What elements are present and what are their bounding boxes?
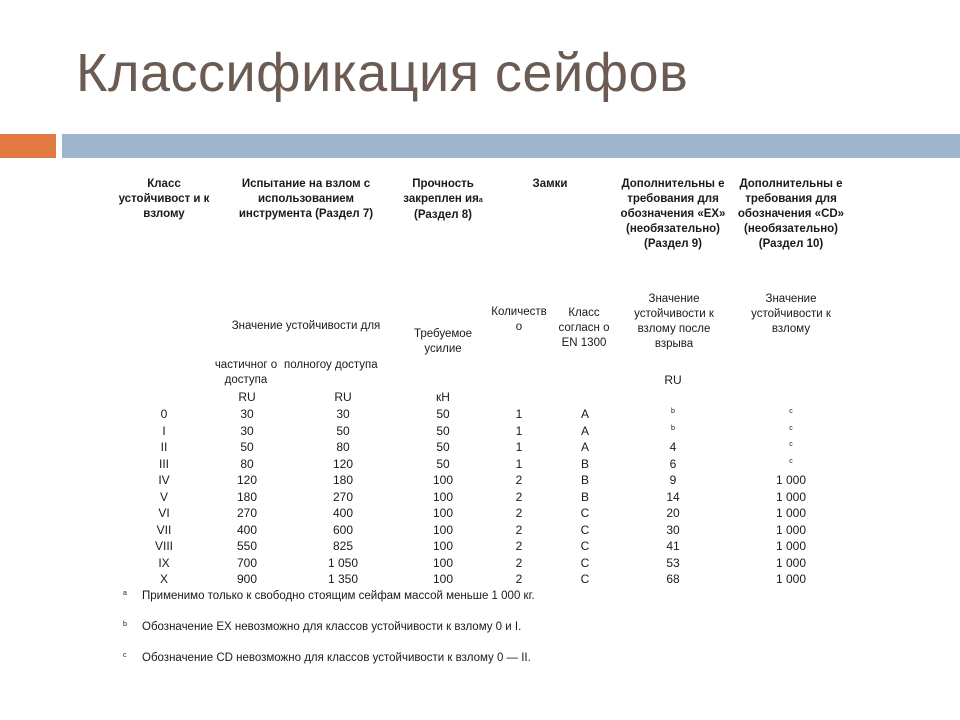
footnote-c	[123, 652, 531, 664]
cell-lock-class: C	[580, 555, 590, 570]
cell-lock-class: C	[580, 539, 590, 553]
cell-full: 80	[336, 440, 350, 454]
subheader-lock-class: Класс согласн о EN 1300	[558, 307, 610, 349]
header-anchor-section: (Раздел 8)	[413, 209, 473, 221]
header-anchor-mark: a	[478, 197, 483, 204]
cell-force: 100	[432, 539, 454, 553]
subheader-cd-value: Значение устойчивости к взлому	[751, 293, 831, 335]
cell-force: 50	[436, 440, 450, 454]
cell-cd: 1 000	[775, 506, 807, 520]
cell-class: I	[162, 423, 166, 438]
footnote-mark: b	[123, 621, 127, 628]
cell-class: II	[160, 440, 168, 454]
footnote-a	[123, 590, 535, 602]
cell-ex: 30	[666, 522, 680, 537]
cell-ex: 9	[669, 473, 677, 487]
unit-partial: RU	[238, 390, 256, 404]
unit-ex: RU	[664, 373, 682, 387]
header-anchor-text: Прочность закреплен ия	[403, 178, 479, 205]
header-locks: Замки	[532, 178, 568, 190]
cell-lock-class: A	[580, 423, 589, 438]
cell-ex: 4	[669, 440, 677, 454]
cell-lock-qty: 2	[515, 555, 523, 570]
cell-force: 100	[432, 555, 454, 570]
cell-partial: 120	[236, 473, 258, 487]
cell-cd: 1 000	[775, 522, 807, 537]
cell-lock-class: B	[580, 473, 589, 487]
cell-lock-class: C	[580, 506, 590, 520]
cell-lock-class: C	[580, 572, 590, 586]
cell-lock-qty: 2	[515, 506, 523, 520]
cell-full: 270	[332, 489, 354, 504]
header-cd: Дополнительны е требования для обозначения «CD» (необязательно) (Раздел 10)	[737, 178, 845, 250]
cell-cd: 1 000	[775, 489, 807, 504]
cell-lock-class: A	[580, 440, 589, 454]
cell-force: 100	[432, 522, 454, 537]
cell-lock-qty: 2	[515, 489, 523, 504]
cell-full: 400	[332, 506, 354, 520]
footnote-mark: a	[123, 590, 127, 597]
header-class: Класс устойчивост и к взлому	[118, 178, 210, 220]
cell-partial: 80	[240, 456, 254, 471]
cell-lock-qty: 2	[515, 539, 523, 553]
cell-partial: 400	[236, 522, 258, 537]
cell-force: 100	[432, 506, 454, 520]
cell-cd: 1 000	[775, 539, 807, 553]
cell-force: 50	[436, 423, 450, 438]
unit-full: RU	[334, 390, 352, 404]
cell-lock-qty: 1	[515, 456, 523, 471]
cell-ex: 53	[666, 555, 680, 570]
subheader-resistance-value: Значение устойчивости для	[231, 320, 381, 332]
cell-class: VI	[158, 506, 170, 520]
cell-force: 50	[436, 456, 450, 471]
cell-full: 600	[332, 522, 354, 537]
cell-full: 120	[332, 456, 354, 471]
cell-lock-qty: 1	[515, 440, 523, 454]
cell-full: 180	[332, 473, 354, 487]
cell-lock-class: C	[580, 522, 590, 537]
cell-full: 30	[336, 407, 350, 421]
cell-cd: c	[789, 408, 793, 415]
cell-class: IV	[158, 473, 170, 487]
cell-full: 1 350	[327, 572, 359, 586]
cell-lock-qty: 1	[515, 407, 523, 421]
cell-class: X	[159, 572, 168, 586]
header-burglary-test: Испытание на взлом с использованием инструмента (Раздел 7)	[238, 178, 374, 220]
cell-partial: 50	[240, 440, 254, 454]
cell-class: 0	[160, 407, 168, 421]
cell-partial: 700	[236, 555, 258, 570]
cell-force: 100	[432, 572, 454, 586]
cell-cd: c	[789, 424, 793, 432]
footnote-text: Обозначение ЕХ невозможно для классов устойчивости к взлому 0 и I.	[142, 621, 522, 633]
cell-partial: 180	[236, 489, 258, 504]
cell-ex: 68	[666, 572, 680, 586]
footnote-text: Обозначение CD невозможно для классов устойчивости к взлому 0 — II.	[142, 652, 531, 664]
cell-ex: 14	[666, 489, 680, 504]
subheader-ex-value: Значение устойчивости к взлому после взрыва	[634, 293, 714, 350]
subheader-lock-quantity: Количеств о	[491, 306, 547, 333]
cell-full: 50	[336, 423, 350, 438]
page-title: Классификация сейфов	[76, 43, 689, 103]
cell-lock-class: A	[580, 407, 589, 421]
cell-class: V	[159, 489, 168, 504]
cell-cd: 1 000	[775, 572, 807, 586]
subheader-partial-access: частичног о доступа	[214, 359, 278, 386]
header-ex: Дополнительны е требования для обозначения «ЕХ» (необязательно) (Раздел 9)	[620, 178, 726, 250]
footnote-text: Применимо только к свободно стоящим сейфам массой меньше 1 000 кг.	[142, 590, 535, 602]
cell-ex: 6	[669, 456, 677, 471]
cell-class: VIII	[154, 539, 173, 553]
cell-lock-qty: 2	[515, 522, 523, 537]
cell-partial: 550	[236, 539, 258, 553]
cell-class: IX	[158, 555, 170, 570]
subheader-full-access: полногоу доступа	[284, 359, 378, 371]
cell-class: III	[158, 456, 169, 471]
cell-lock-qty: 1	[515, 423, 523, 438]
cell-cd: 1 000	[775, 473, 807, 487]
cell-ex: 41	[666, 539, 680, 553]
cell-partial: 900	[236, 572, 258, 586]
cell-cd: c	[789, 441, 793, 448]
cell-full: 1 050	[327, 555, 359, 570]
accent-bar-blue	[62, 134, 960, 158]
cell-lock-qty: 2	[515, 473, 523, 487]
cell-force: 100	[432, 489, 454, 504]
cell-cd: 1 000	[775, 555, 807, 570]
cell-class: VII	[156, 522, 172, 537]
cell-ex: b	[671, 424, 675, 432]
cell-cd: c	[789, 457, 793, 465]
cell-lock-class: B	[580, 456, 589, 471]
cell-ex: b	[671, 408, 675, 415]
header-anchor-strength	[402, 177, 484, 223]
accent-bar-orange	[0, 134, 56, 158]
cell-ex: 20	[666, 506, 680, 520]
footnote-b	[123, 621, 522, 633]
cell-partial: 30	[240, 423, 254, 438]
cell-lock-qty: 2	[515, 572, 523, 586]
cell-force: 50	[436, 407, 450, 421]
subheader-required-force: Требуемое усилие	[413, 328, 473, 355]
cell-full: 825	[332, 539, 354, 553]
unit-force: кН	[436, 390, 450, 404]
cell-partial: 30	[240, 407, 254, 421]
cell-partial: 270	[236, 506, 258, 520]
cell-force: 100	[432, 473, 454, 487]
footnote-mark: c	[123, 652, 127, 659]
cell-lock-class: B	[580, 489, 589, 504]
